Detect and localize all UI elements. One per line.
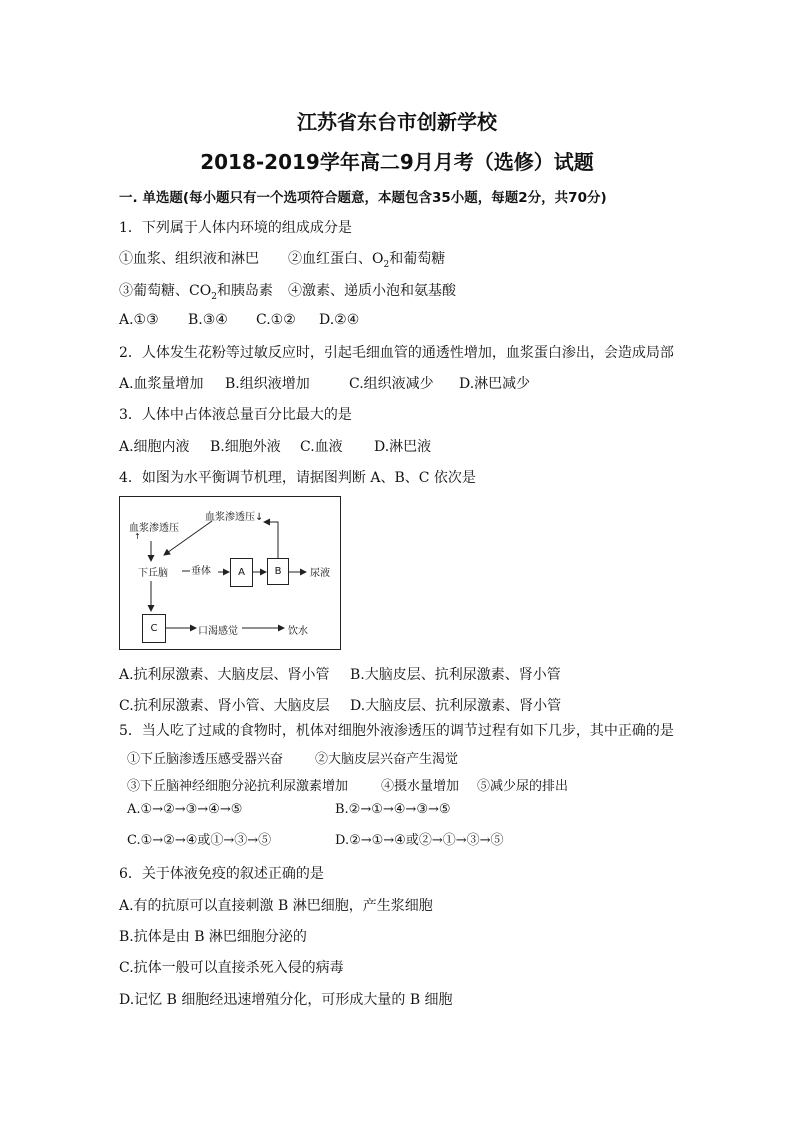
exam-title: 2018-2019学年高二9月月考（选修）试题 — [200, 150, 594, 174]
q2-option-a: A.血浆量增加 — [119, 376, 204, 392]
q4-option-c: C.抗利尿激素、肾小管、大脑皮层 — [119, 698, 330, 714]
q5-option-b: B.②→①→④→③→⑤ — [335, 802, 451, 817]
label-urine: 尿液 — [310, 568, 330, 579]
q5-stem: 5．当人吃了过咸的食物时，机体对细胞外液渗透压的调节过程有如下几步，其中正确的是 — [119, 723, 674, 739]
q2-stem: 2．人体发生花粉等过敏反应时，引起毛细血管的通透性增加，血浆蛋白渗出，会造成局部 — [119, 345, 674, 361]
q4-option-a: A.抗利尿激素、大脑皮层、肾小管 — [119, 667, 330, 683]
label-hypothalamus: 下丘脑 — [138, 568, 168, 579]
box-b: B — [267, 558, 289, 585]
q4-option-d: D.大脑皮层、抗利尿激素、肾小管 — [350, 698, 562, 714]
q1-item2: ②血红蛋白、$O_2$和葡萄糖 — [288, 251, 446, 270]
q5-option-a: A.①→②→③→④→⑤ — [127, 802, 243, 817]
school-title: 江苏省东台市创新学校 — [297, 110, 497, 134]
label-up-mark: ↑ — [134, 532, 141, 541]
arrow-b-feedback — [264, 522, 278, 559]
q2-option-c: C.组织液减少 — [349, 376, 434, 392]
q6-option-c: C.抗体一般可以直接杀死入侵的病毒 — [119, 960, 344, 976]
q4-stem: 4．如图为水平衡调节机理，请据图判断 A、B、C 依次是 — [119, 470, 476, 486]
q1-option-a: A.①③ — [119, 312, 159, 328]
label-drink: 饮水 — [288, 626, 308, 637]
q3-option-b: B.细胞外液 — [210, 439, 281, 455]
q3-option-d: D.淋巴液 — [374, 439, 432, 455]
q1-item3: ③葡萄糖、$CO_2$和胰岛素 — [119, 283, 273, 302]
q5-step4: ④摄水量增加 — [381, 779, 460, 794]
q5-option-c: C.①→②→④或①→③→⑤ — [127, 833, 272, 848]
q2-option-d: D.淋巴减少 — [459, 376, 531, 392]
box-c: C — [142, 614, 166, 643]
section-heading: 一. 单选题(每小题只有一个选项符合题意，本题包含35小题，每题2分，共70分) — [119, 190, 607, 206]
q2-option-b: B.组织液增加 — [225, 376, 310, 392]
water-balance-diagram — [119, 496, 341, 650]
q5-step5: ⑤减少尿的排出 — [477, 779, 569, 794]
q3-stem: 3．人体中占体液总量百分比最大的是 — [119, 407, 352, 423]
q5-option-d: D.②→①→④或②→①→③→⑤ — [335, 833, 504, 848]
q1-option-c: C.①② — [256, 312, 296, 328]
q6-option-d: D.记忆 B 细胞经迅速增殖分化，可形成大量的 B 细胞 — [119, 992, 453, 1008]
q6-option-a: A.有的抗原可以直接刺激 B 淋巴细胞，产生浆细胞 — [119, 898, 433, 914]
q1-stem: 1．下列属于人体内环境的组成成分是 — [119, 220, 352, 236]
q3-option-c: C.血液 — [300, 439, 343, 455]
label-pituitary: 垂体 — [191, 566, 211, 577]
q5-step3: ③下丘脑神经细胞分泌抗利尿激素增加 — [127, 779, 349, 794]
q6-stem: 6．关于体液免疫的叙述正确的是 — [119, 866, 324, 882]
q1-option-b: B.③④ — [188, 312, 228, 328]
q5-step2: ②大脑皮层兴奋产生渴觉 — [315, 752, 459, 767]
q1-item1: ①血浆、组织液和淋巴 — [119, 251, 259, 267]
q1-option-d: D.②④ — [319, 312, 360, 328]
q6-option-b: B.抗体是由 B 淋巴细胞分泌的 — [119, 929, 307, 945]
q3-option-a: A.细胞内液 — [119, 439, 190, 455]
label-plasma-osmotic-up: 血浆渗透压 — [129, 523, 179, 534]
q5-step1: ①下丘脑渗透压感受器兴奋 — [127, 752, 284, 767]
box-a: A — [230, 558, 253, 587]
q1-item4: ④激素、递质小泡和氨基酸 — [288, 283, 456, 299]
label-plasma-osmotic-down: 血浆渗透压↓ — [205, 512, 264, 523]
q4-option-b: B.大脑皮层、抗利尿激素、肾小管 — [350, 667, 561, 683]
label-thirst: 口渴感觉 — [198, 626, 238, 637]
